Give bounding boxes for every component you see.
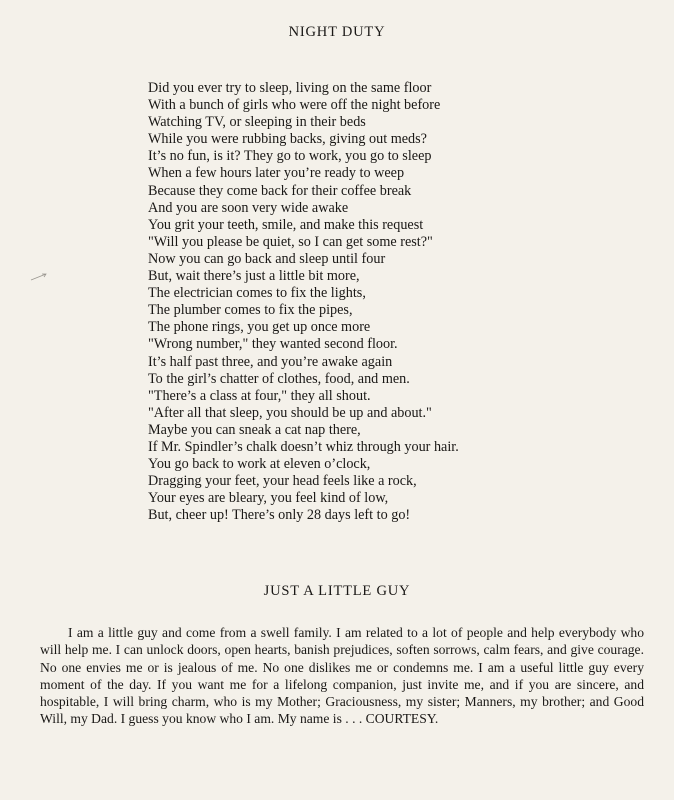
poem-line: It’s no fun, is it? They go to work, you go to sleep (148, 148, 432, 165)
essay-paragraph: I am a little guy and come from a swell family. I am related to a lot of people and help everybody who will help me. I can unlock doors, open hearts, banish prejudices, soften sorrows, calm fears, and give courage. No one envies me or is jealous of me. No one dislikes me or condemns me. I am a useful little guy every moment of the day. If you want me for a lifelong companion, just invite me, and if you are sincere, and hospitable, I will bring charm, who is my Mother; Graciousness, my sister; Manners, my brother; and Good Will, my Dad. I guess you know who I am. My name is . . . COURTESY. (40, 625, 644, 727)
poem-line: Watching TV, or sleeping in their beds (148, 114, 366, 131)
poem-body (148, 80, 548, 524)
poem-line: The electrician comes to fix the lights, (148, 285, 366, 302)
poem-line: Maybe you can sneak a cat nap there, (148, 421, 361, 438)
poem-line: "After all that sleep, you should be up and about." (148, 404, 432, 421)
poem-line: "There’s a class at four," they all shout. (148, 387, 371, 404)
poem-line: To the girl’s chatter of clothes, food, and men. (148, 370, 410, 387)
poem-line: The plumber comes to fix the pipes, (148, 302, 353, 319)
poem-title: NIGHT DUTY (288, 24, 386, 40)
pen-mark-icon (30, 272, 48, 282)
poem-line: And you are soon very wide awake (148, 199, 349, 216)
poem-line: Dragging your feet, your head feels like a rock, (148, 473, 417, 490)
poem-line: You grit your teeth, smile, and make this request (148, 216, 424, 233)
poem-line: "Wrong number," they wanted second floor. (148, 336, 398, 353)
poem-line: Because they come back for their coffee break (148, 182, 412, 199)
poem-line: When a few hours later you’re ready to weep (148, 165, 405, 182)
poem-line: Did you ever try to sleep, living on the same floor (148, 80, 432, 96)
poem-line: With a bunch of girls who were off the night before (148, 97, 441, 114)
poem-line: "Will you please be quiet, so I can get some rest?" (148, 233, 433, 250)
poem-line: If Mr. Spindler’s chalk doesn’t whiz through your hair. (148, 438, 459, 455)
essay-title: JUST A LITTLE GUY (263, 583, 411, 599)
poem-line: But, wait there’s just a little bit more, (148, 268, 360, 285)
poem-line: Your eyes are bleary, you feel kind of low, (148, 490, 389, 507)
poem-line: While you were rubbing backs, giving out meds? (148, 131, 427, 148)
poem-line: The phone rings, you get up once more (148, 319, 371, 336)
poem-line: But, cheer up! There’s only 28 days left to go! (148, 507, 411, 524)
poem-line: Now you can go back and sleep until four (148, 250, 386, 267)
poem-line: It’s half past three, and you’re awake again (148, 353, 393, 370)
poem-line: You go back to work at eleven o’clock, (148, 456, 371, 473)
